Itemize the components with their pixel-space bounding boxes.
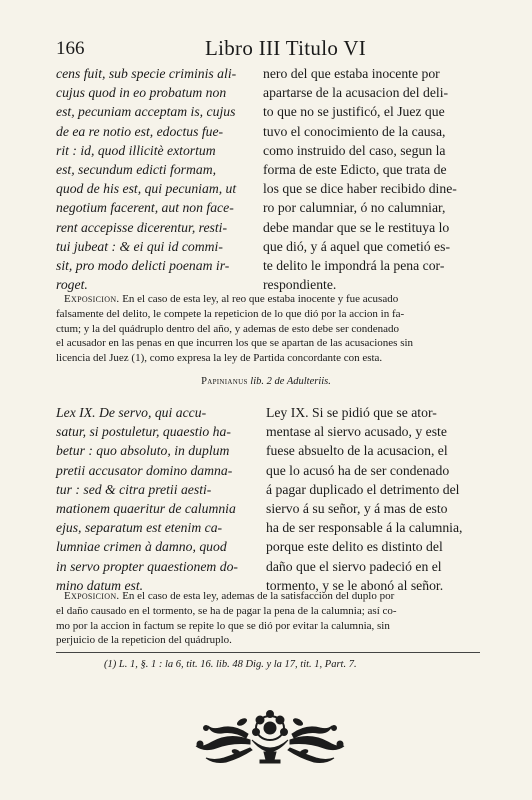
exposicion-line: el acusador en las penas en que incurren los que se apartan de las acusaciones sin — [56, 337, 414, 350]
exposicion-line: mo por la accion in factum se repite lo que se dió por evitar la calumnia, sin — [56, 619, 390, 632]
spanish-line: á pagar duplicado el detrimento del — [266, 481, 460, 497]
latin-line: cujus quod in eo probatum non — [56, 85, 227, 101]
exposicion-label: Exposicion. — [64, 293, 120, 305]
exposicion-label: Exposicion. — [64, 590, 120, 602]
spanish-column-2 — [266, 403, 480, 595]
source-citation — [0, 376, 532, 387]
spanish-line: tormento, y se le abonó al señor. — [266, 577, 444, 593]
spanish-line: te delito le impondrá la pena cor- — [263, 257, 445, 273]
exposicion-line: el daño causado en el tormento, se ha de pagar la pena de la calumnia; así co- — [56, 604, 397, 617]
spanish-line: Ley IX. Si se pidió que se ator- — [266, 405, 437, 420]
spanish-column-1 — [263, 64, 479, 294]
latin-line: betur : quo absoluto, in duplum — [56, 443, 230, 459]
latin-column-1 — [56, 64, 252, 294]
exposicion-line: perjuicio de la repeticion del quádruplo. — [56, 634, 232, 647]
latin-line: roget. — [56, 277, 88, 293]
spanish-line: ro por calumniar, ó no calumniar, — [263, 200, 446, 216]
floral-ornament-icon — [190, 706, 350, 768]
spanish-line: apartarse de la acusacion del deli- — [263, 85, 449, 101]
latin-line: negotium facerent, aut non face- — [56, 200, 234, 216]
page-title: Libro III Titulo VI — [205, 36, 367, 60]
latin-line: mino datum est. — [56, 577, 144, 593]
spanish-line: los que se dice haber recibido dine- — [263, 181, 457, 197]
spanish-line: daño que el siervo padeció en el — [266, 558, 442, 574]
exposicion-line: En el caso de esta ley, ademas de la satisfaccion del duplo por — [119, 590, 395, 602]
latin-line: lumniae crimen à damno, quod — [56, 539, 227, 555]
latin-line: satur, si postuletur, quaestio ha- — [56, 424, 231, 440]
page-number: 166 — [56, 38, 85, 59]
footnote: (1) L. 1, §. 1 : la 6, tit. 16. lib. 48 Dig. y la 17, tit. 1, Part. 7. — [104, 659, 357, 670]
spanish-line: debe mandar que se le restituya lo — [263, 219, 450, 235]
spanish-line: tuvo el conocimiento de la causa, — [263, 123, 446, 139]
latin-line: quod de his est, qui pecuniam, ut — [56, 181, 237, 197]
latin-line: pretii accusator domino damna- — [56, 462, 233, 478]
latin-line: rit : id, quod illicitè extortum — [56, 142, 216, 158]
latin-line: tui jubeat : & ei qui id commi- — [56, 238, 223, 254]
spanish-line: ha de ser responsable á la calumnia, — [266, 520, 463, 536]
latin-line: Lex IX. De servo, qui accu- — [56, 405, 207, 420]
spanish-line: mentase al siervo acusado, y este — [266, 424, 447, 440]
latin-line: mationem quaeritur de calumnia — [56, 500, 236, 516]
exposicion-paragraph-2 — [56, 589, 480, 648]
exposicion-line: En el caso de esta ley, al reo que estaba inocente y fue acusado — [119, 293, 399, 305]
footnote-rule — [56, 652, 480, 653]
spanish-line: nero del que estaba inocente por — [263, 66, 440, 81]
spanish-line: forma de este Edicto, que trata de — [263, 161, 447, 177]
spanish-line: to que no se justificó, el Juez que — [263, 104, 445, 120]
spanish-line: siervo á su señor, y á mas de esto — [266, 500, 448, 516]
latin-column-2 — [56, 403, 256, 595]
exposicion-line: licencia del Juez (1), como expresa la ley de Partida concordante con esta. — [56, 352, 383, 365]
latin-line: in servo propter quaestionem do- — [56, 558, 238, 574]
latin-line: rent accepisse dicerentur, resti- — [56, 219, 228, 235]
latin-line: ejus, separatum est etenim ca- — [56, 520, 223, 536]
latin-line: est, secundum edicti formam, — [56, 161, 217, 177]
latin-line: de ea re notio est, edoctus fue- — [56, 123, 224, 139]
spanish-line: fuese absuelto de la acusacion, el — [266, 443, 448, 459]
work-reference: lib. 2 de Adulteriis. — [250, 376, 331, 387]
latin-line: sit, pro modo delicti poenam ir- — [56, 257, 230, 273]
exposicion-line: ctum; y la del quádruplo dentro del año, y ademas de esto debe ser condenado — [56, 322, 400, 335]
spanish-line: que dió, y á aquel que cometió es- — [263, 238, 451, 254]
spanish-line: porque este delito es distinto del — [266, 539, 443, 555]
latin-line: cens fuit, sub specie criminis ali- — [56, 66, 237, 81]
latin-line: est, pecuniam acceptam is, cujus — [56, 104, 236, 120]
spanish-line: como instruido del caso, segun la — [263, 142, 446, 158]
author-name: Papinianus — [201, 376, 248, 387]
exposicion-line: falsamente del delito, le compete la repeticion de lo que dió por la accion in fa- — [56, 307, 405, 320]
spanish-line: respondiente. — [263, 277, 337, 293]
exposicion-paragraph-1 — [56, 292, 480, 366]
spanish-line: que lo acusó ha de ser condenado — [266, 462, 450, 478]
latin-line: tur : sed & citra pretii aesti- — [56, 481, 212, 497]
